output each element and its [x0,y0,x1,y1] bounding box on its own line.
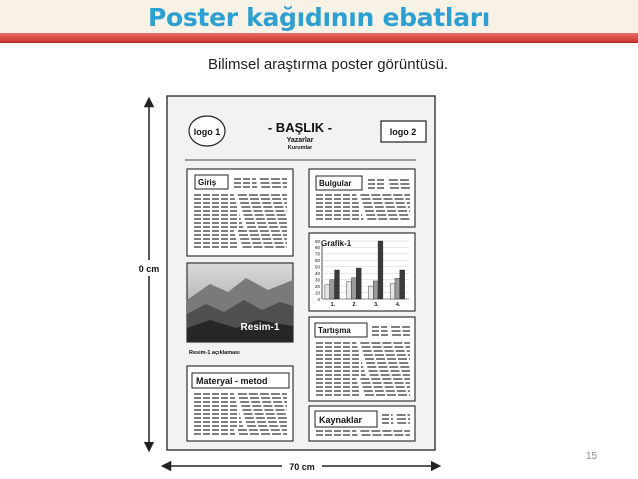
width-label: 70 cm [289,462,315,472]
slide-subtitle: Bilimsel araştırma poster görüntüsü. [208,56,449,73]
chart-y-tick-label: 30 [314,277,320,283]
chart-y-tick-label: 80 [314,245,320,251]
chart-bar [325,285,330,299]
chart-bar [335,270,340,299]
image-caption: Resim-1 açıklaması [189,350,240,356]
chart-bar [351,278,356,299]
chart-x-tick-label: 4. [396,302,401,308]
intro-label: Giriş [198,178,217,187]
chart-x-tick-label: 1. [330,302,335,308]
chart-bar [368,286,373,299]
chart-y-tick-label: 20 [314,283,320,289]
logo-right-text: logo 2 [389,127,417,137]
chart-y-tick-label: 60 [314,258,320,264]
slide-title: Poster kağıdının ebatları [147,3,491,32]
chart-bar [400,270,405,299]
logo-left-text: logo 1 [193,127,221,137]
chart-y-tick-label: 10 [314,290,320,296]
references-label: Kaynaklar [319,415,363,425]
graph-label: Grafik-1 [321,239,352,248]
chart-bar [395,278,400,299]
methods-label: Materyal - metod [196,376,268,386]
chart-x-tick-label: 2. [352,302,357,308]
chart-bar [378,241,383,299]
page-number: 15 [586,451,598,462]
chart-y-tick-label: 90 [314,238,320,244]
poster-institutions: Kurumlar [287,145,313,151]
poster-heading: - BAŞLIK - [267,120,333,135]
results-label: Bulgular [319,179,352,188]
discussion-label: Tartışma [318,326,351,335]
height-label: 0 cm [138,264,160,274]
chart-y-tick-label: 70 [314,251,320,257]
chart-y-tick-label: 50 [314,264,320,270]
chart-bar [330,280,335,299]
chart-bar [390,284,395,299]
chart-bar [347,282,352,299]
chart-x-tick-label: 3. [374,302,379,308]
poster-authors: Yazarlar [286,137,314,144]
chart-bar [356,268,361,299]
chart-bar [373,281,378,299]
chart-y-tick-label: 40 [314,271,320,277]
image-label: Resim-1 [240,322,280,333]
chart-y-tick-label: 0 [317,296,320,302]
